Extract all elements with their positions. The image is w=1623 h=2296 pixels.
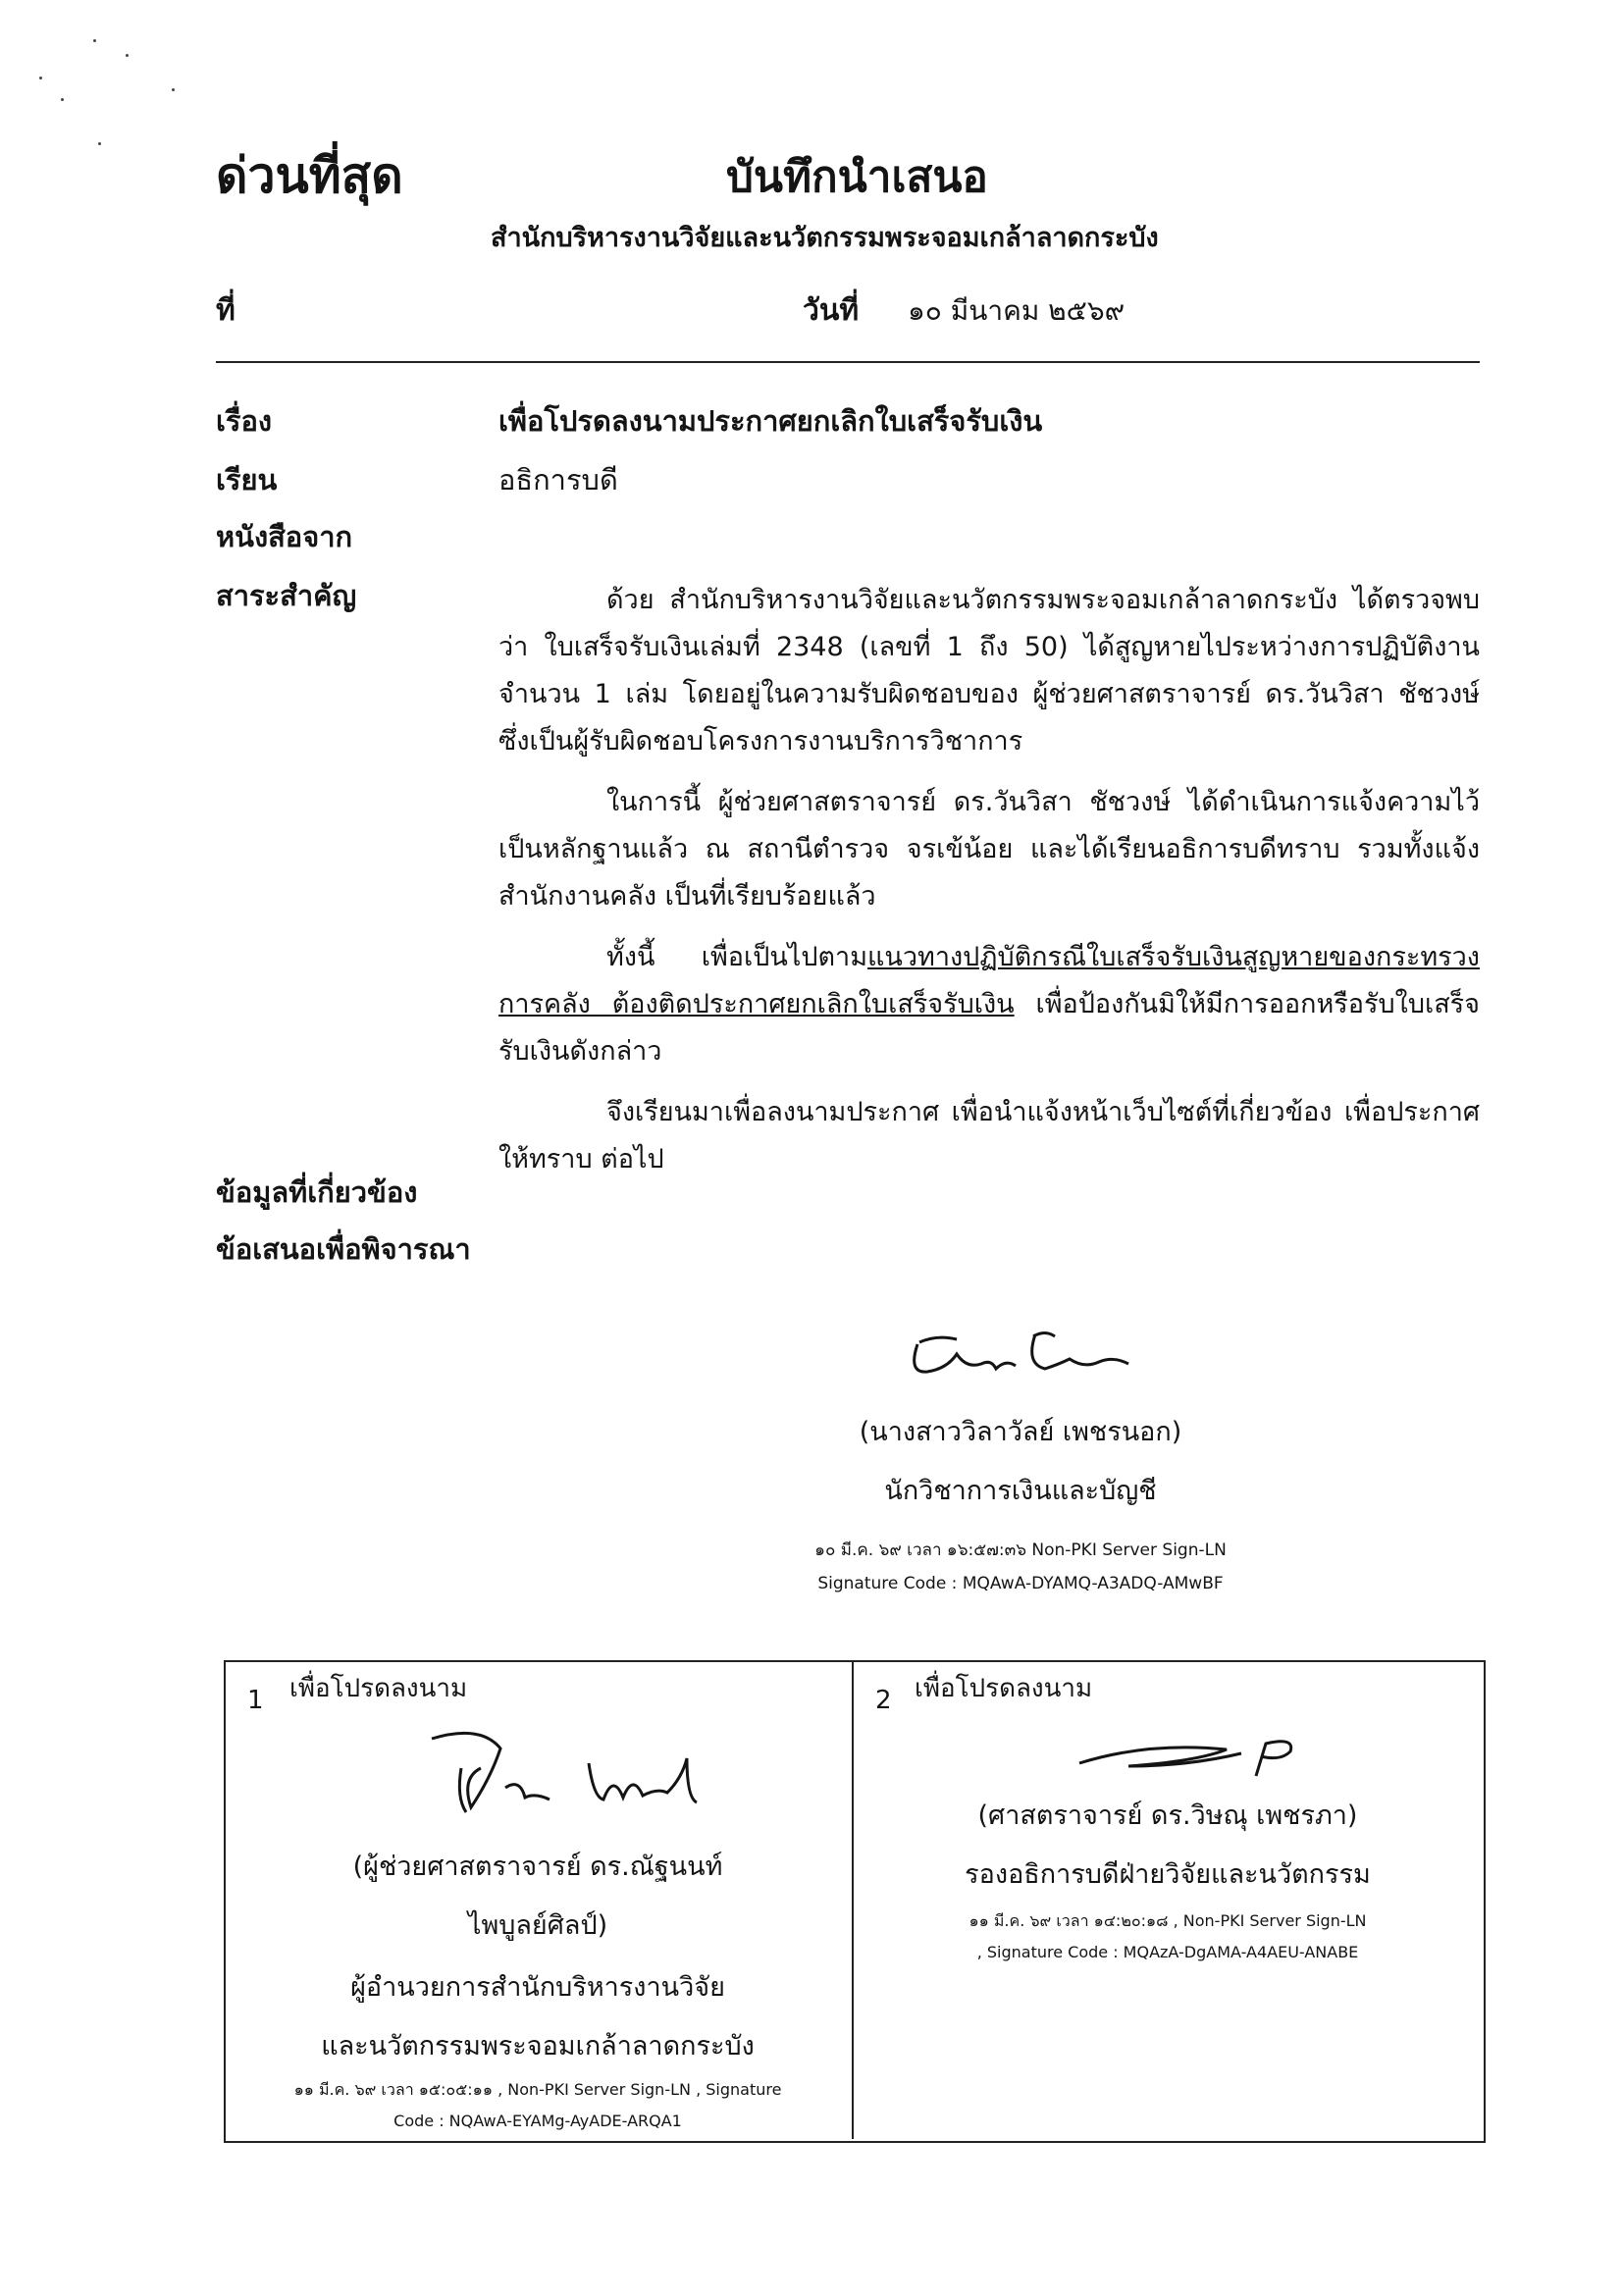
related-info-label: ข้อมูลที่เกี่ยวข้อง <box>216 1175 418 1209</box>
body-paragraph-2: ในการนี้ ผู้ช่วยศาสตราจารย์ ดร.วันวิสา ชัชวงษ์ ได้ดำเนินการแจ้งความไว้เป็นหลักฐานแล้ว ณ สถานีตำรวจ จรเข้น้อย และได้เรียนอธิการบดีทราบ รวมทั้งแจ้งสำนักงานคลัง เป็นที่เรียบร้อยแล้ว <box>498 787 1480 912</box>
author-position: นักวิชาการเงินและบัญชี <box>884 1476 1157 1506</box>
approval-2-position: รองอธิการบดีฝ่ายวิจัยและนวัตกรรม <box>965 1859 1371 1890</box>
subject-label: เรื่อง <box>216 404 273 438</box>
approval-2-signature <box>1070 1722 1325 1791</box>
approval-box-divider <box>852 1662 854 2139</box>
scan-speck <box>39 77 42 79</box>
approval-1-label: เพื่อโปรดลงนาม <box>289 1674 468 1703</box>
memo-title: บันทึกนำเสนอ <box>726 152 988 202</box>
header-divider <box>216 361 1480 363</box>
approval-1-signature <box>422 1719 716 1827</box>
approval-2-name: (ศาสตราจารย์ ดร.วิษณุ เพชรภา) <box>977 1800 1358 1831</box>
body-paragraph-3 <box>498 934 1480 1075</box>
approval-1-timestamp: ๑๑ มี.ค. ๖๙ เวลา ๑๕:๐๕:๑๑ , Non-PKI Server Sign-LN , Signature <box>293 2080 782 2099</box>
to-value: อธิการบดี <box>498 463 618 496</box>
body-paragraph-3-start: ทั้งนี้ เพื่อเป็นไปตาม <box>606 942 868 972</box>
approval-1-position-line2: และนวัตกรรมพระจอมเกล้าลาดกระบัง <box>321 2031 755 2061</box>
date-value: ๑๐ มีนาคม ๒๕๖๙ <box>908 294 1126 327</box>
approval-2-number: 2 <box>875 1686 892 1715</box>
summary-label: สาระสำคัญ <box>216 579 357 612</box>
author-signature <box>898 1325 1143 1393</box>
body-paragraph-1: ด้วย สำนักบริหารงานวิจัยและนวัตกรรมพระจอมเกล้าลาดกระบัง ได้ตรวจพบว่า ใบเสร็จรับเงินเล่มที่ 2348 (เลขที่ 1 ถึง 50) ได้สูญหายไประหว่างการปฏิบัติงาน จำนวน 1 เล่ม โดยอยู่ในความรับผิดชอบของ ผู้ช่วยศาสตราจารย์ ดร.วันวิสา ชัชวงษ์ ซึ่งเป็นผู้รับผิดชอบโครงการงานบริการวิชาการ <box>498 585 1480 757</box>
from-label: หนังสือจาก <box>216 520 353 553</box>
approval-1-number: 1 <box>247 1686 264 1715</box>
body-paragraph-4: จึงเรียนมาเพื่อลงนามประกาศ เพื่อนำแจ้งหน้าเว็บไซต์ที่เกี่ยวข้อง เพื่อประกาศให้ทราบ ต่อไป <box>498 1097 1480 1174</box>
urgency-label: ด่วนที่สุด <box>216 147 403 204</box>
memo-body <box>498 577 1480 1197</box>
approval-2-label: เพื่อโปรดลงนาม <box>915 1674 1093 1703</box>
proposal-label: ข้อเสนอเพื่อพิจารณา <box>216 1232 471 1266</box>
subject-value: เพื่อโปรดลงนามประกาศยกเลิกใบเสร็จรับเงิน <box>498 404 1043 438</box>
document-number-label: ที่ <box>216 293 236 328</box>
scan-speck <box>126 54 129 57</box>
scan-speck <box>93 39 96 42</box>
to-label: เรียน <box>216 463 278 496</box>
scan-speck <box>172 88 175 91</box>
author-name: (นางสาววิลาวัลย์ เพชรนอก) <box>859 1417 1182 1447</box>
approval-1-code: Code : NQAwA-EYAMg-AyADE-ARQA1 <box>393 2112 682 2130</box>
approval-2-timestamp: ๑๑ มี.ค. ๖๙ เวลา ๑๔:๒๐:๑๘ , Non-PKI Server Sign-LN <box>969 1911 1367 1930</box>
author-timestamp: ๑๐ มี.ค. ๖๙ เวลา ๑๖:๕๗:๓๖ Non-PKI Server Sign-LN <box>814 1540 1227 1560</box>
body-paragraph-3-end: เพื่อป้องกันมิให้มีการออกหรือรับใบเสร็จรับเงินดังกล่าว <box>498 989 1480 1067</box>
approval-1-position-line1: ผู้อำนวยการสำนักบริหารงานวิจัย <box>350 1972 725 2003</box>
approval-1-name-line1: (ผู้ช่วยศาสตราจารย์ ดร.ณัฐนนท์ <box>352 1852 723 1882</box>
author-signature-code: Signature Code : MQAwA-DYAMQ-A3ADQ-AMwBF <box>817 1574 1224 1593</box>
approval-2-code: , Signature Code : MQAzA-DgAMA-A4AEU-ANABE <box>976 1943 1359 1961</box>
body-paragraph-3-underlined: แนวทางปฏิบัติกรณีใบเสร็จรับเงินสูญหายของกระทรวงการคลัง ต้องติดประกาศยกเลิกใบเสร็จรับเงิน <box>498 942 1480 1019</box>
scan-speck <box>98 142 101 145</box>
date-label: วันที่ <box>803 293 860 328</box>
office-name: สำนักบริหารงานวิจัยและนวัตกรรมพระจอมเกล้าลาดกระบัง <box>491 223 1159 253</box>
approval-1-name-line2: ไพบูลย์ศิลป์) <box>467 1910 608 1941</box>
scan-speck <box>61 98 64 101</box>
